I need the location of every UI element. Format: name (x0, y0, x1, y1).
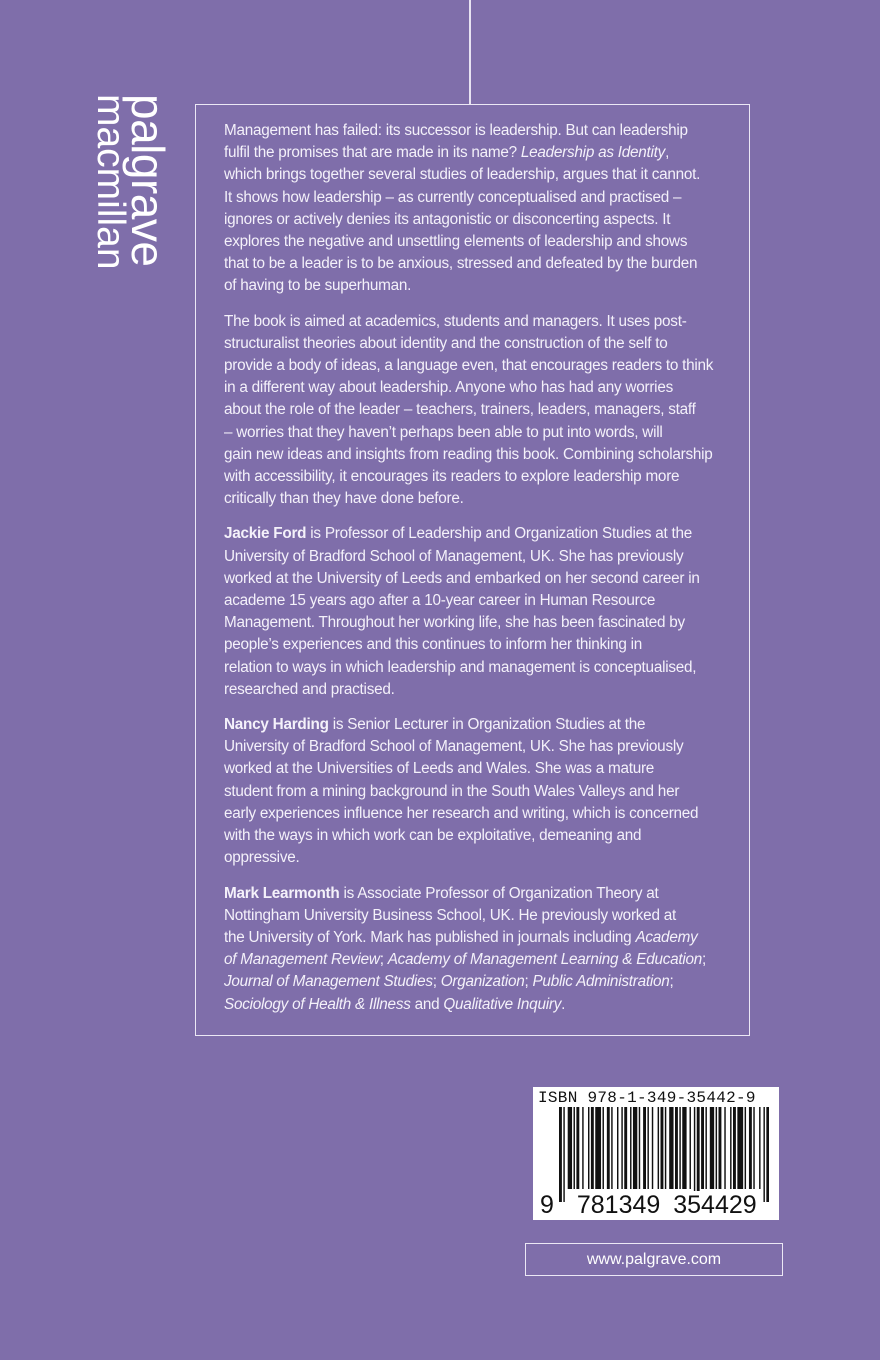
barcode-bar (690, 1107, 691, 1189)
barcode-bar (588, 1107, 589, 1189)
text-line (224, 488, 713, 510)
barcode-bar (595, 1107, 601, 1189)
barcode-bar (559, 1107, 562, 1202)
italic-title: Public Administration (532, 973, 670, 991)
logo-macmillan: macmillan (89, 94, 132, 270)
barcode-digits-group1: 781349 (576, 1191, 661, 1219)
text-line (224, 679, 713, 701)
text-segment: which brings together several studies of leadership, argues that it cannot. (224, 166, 701, 184)
text-segment: with the ways in which work can be exploitative, demeaning and (224, 827, 642, 845)
barcode-bar (694, 1107, 695, 1202)
text-line (224, 612, 713, 634)
text-line (224, 311, 713, 333)
italic-title: Organization (440, 973, 525, 991)
text-line (224, 523, 713, 545)
barcode-bar (745, 1107, 746, 1189)
barcode-bar (643, 1107, 646, 1189)
barcode-bar (652, 1107, 653, 1189)
text-segment: ; (524, 973, 533, 991)
text-segment: people’s experiences and this continues to inform her thinking in (224, 636, 642, 654)
text-segment: Nottingham University Business School, UK. He previously worked at (224, 906, 676, 924)
blurb-text (224, 120, 713, 1029)
barcode-bar (603, 1107, 604, 1189)
text-segment: Management has failed: its successor is leadership. But can leadership (224, 122, 688, 139)
barcode-bar (591, 1107, 594, 1189)
text-line (224, 209, 713, 231)
text-segment: the University of York. Mark has published in journals including (224, 928, 636, 946)
italic-title: Academy (635, 928, 698, 946)
paragraph (224, 523, 713, 701)
barcode-bar (576, 1107, 579, 1189)
barcode-bar (621, 1107, 622, 1189)
barcode-bar (697, 1107, 700, 1202)
barcode-bar (563, 1107, 564, 1202)
barcode-digits-group2: 354429 (673, 1191, 757, 1219)
text-line (224, 253, 713, 275)
text-segment: – worries that they haven’t perhaps been able to put into words, will (224, 423, 663, 441)
text-segment: ; (702, 951, 707, 969)
barcode-bar (658, 1107, 659, 1189)
barcode-bar (705, 1107, 706, 1189)
italic-title: Journal of Management Studies (224, 973, 433, 991)
paragraph (224, 311, 713, 511)
text-line (224, 568, 713, 590)
barcode-bar (753, 1107, 754, 1189)
text-line (224, 971, 713, 993)
barcode-bar (716, 1107, 717, 1189)
text-line (224, 466, 713, 488)
text-segment: in a different way about leadership. Anyone who has had any worries (224, 379, 673, 397)
barcode-bar (633, 1107, 637, 1189)
isbn-barcode (533, 1087, 779, 1220)
text-segment: The book is aimed at academics, students and managers. It uses post- (224, 312, 687, 330)
text-line (224, 231, 713, 253)
text-segment: academe 15 years ago after a 10-year career in Human Resource (224, 592, 656, 610)
barcode-bar (568, 1107, 572, 1189)
website-link[interactable]: www.palgrave.com (525, 1243, 783, 1276)
barcode-bar (719, 1107, 722, 1189)
text-line (224, 333, 713, 355)
barcode-bar (679, 1107, 680, 1189)
text-segment: University of Bradford School of Management, UK. She has previously (224, 738, 684, 756)
text-segment: explores the negative and unsettling elements of leadership and shows (224, 233, 688, 251)
barcode-bar (617, 1107, 618, 1189)
italic-title: Leadership as Identity (520, 144, 666, 162)
text-line (224, 905, 713, 927)
barcode-bar (675, 1107, 678, 1189)
text-line (224, 590, 713, 612)
text-line (224, 399, 713, 421)
text-segment: student from a mining background in the South Wales Valleys and her (224, 782, 680, 800)
paragraph (224, 120, 713, 298)
logo-palgrave: palgrave (122, 94, 174, 267)
barcode-bar (611, 1107, 612, 1189)
barcode-bar (661, 1107, 664, 1189)
barcode-bar (763, 1107, 764, 1202)
text-segment: ; (669, 973, 674, 991)
barcode-bar (730, 1107, 731, 1189)
italic-title: Sociology of Health & Illness (224, 995, 411, 1013)
text-segment: is Professor of Leadership and Organization Studies at the (306, 525, 693, 543)
barcode-bar (737, 1107, 743, 1189)
text-line (224, 883, 713, 905)
text-segment: oppressive. (224, 849, 300, 867)
text-line (224, 546, 713, 568)
text-segment: is Senior Lecturer in Organization Studies at the (328, 716, 646, 734)
palgrave-macmillan-logo (89, 94, 174, 270)
italic-title: Academy of Management Learning & Education (387, 951, 703, 969)
text-line (224, 803, 713, 825)
author-name: Jackie Ford (224, 525, 307, 543)
paragraph (224, 883, 713, 1016)
barcode-bar (665, 1107, 666, 1189)
barcode-bar (669, 1107, 673, 1189)
text-segment: ignores or actively denies its antagonistic or disconcerting aspects. It (224, 210, 671, 228)
text-segment: provide a body of ideas, a language even, that encourages readers to think (224, 357, 714, 375)
barcode-bar (733, 1107, 736, 1189)
text-line (224, 120, 713, 142)
text-line (224, 736, 713, 758)
text-segment: . (561, 995, 566, 1013)
text-line (224, 355, 713, 377)
barcode-digits (539, 1191, 758, 1220)
text-line (224, 949, 713, 971)
barcode-bar (582, 1107, 583, 1189)
text-line (224, 714, 713, 736)
text-segment: that to be a leader is to be anxious, stressed and defeated by the burden (224, 255, 698, 273)
barcode-bar (630, 1107, 631, 1189)
text-segment: ; (379, 951, 388, 969)
text-line (224, 422, 713, 444)
spine-divider-line (469, 0, 471, 104)
text-segment: , (665, 144, 670, 162)
text-line (224, 781, 713, 803)
text-segment: researched and practised. (224, 680, 395, 698)
author-name: Nancy Harding (224, 716, 329, 734)
text-segment: worked at the Universities of Leeds and Wales. She was a mature (224, 760, 655, 778)
text-line (224, 758, 713, 780)
text-segment: structuralist theories about identity and the construction of the self to (224, 334, 668, 352)
text-segment: fulfil the promises that are made in its name? (224, 144, 521, 162)
text-segment: gain new ideas and insights from reading this book. Combining scholarship (224, 445, 713, 463)
text-segment: University of Bradford School of Management, UK. She has previously (224, 547, 684, 565)
text-line (224, 142, 713, 164)
barcode-bar (749, 1107, 752, 1189)
text-segment: critically than they have done before. (224, 490, 464, 508)
text-line (224, 994, 713, 1016)
text-segment: and (410, 995, 444, 1013)
text-segment: early experiences influence her research and writing, which is concerned (224, 804, 699, 822)
text-line (224, 825, 713, 847)
barcode-bar (724, 1107, 725, 1189)
barcode-bar (759, 1107, 760, 1189)
text-segment: Management. Throughout her working life, she has been fascinated by (224, 614, 685, 632)
text-segment: worked at the University of Leeds and embarked on her second career in (224, 569, 700, 587)
text-segment: with accessibility, it encourages its readers to explore leadership more (224, 468, 680, 486)
barcode-bar (710, 1107, 714, 1189)
barcode-bar (624, 1107, 627, 1189)
barcode-bar (682, 1107, 686, 1189)
barcode-bar (639, 1107, 640, 1189)
isbn-label: ISBN 978-1-349-35442-9 (538, 1089, 756, 1107)
text-segment: about the role of the leader – teachers, trainers, leaders, managers, staff (224, 401, 696, 419)
barcode-digit-lead: 9 (540, 1191, 554, 1219)
paragraph (224, 714, 713, 869)
barcode-bar (647, 1107, 648, 1189)
text-line (224, 847, 713, 869)
text-segment: is Associate Professor of Organization Theory at (339, 884, 659, 902)
text-line (224, 187, 713, 209)
text-line (224, 634, 713, 656)
barcode-bars (559, 1107, 769, 1202)
text-line (224, 164, 713, 186)
barcode-bar (701, 1107, 704, 1189)
italic-title: Qualitative Inquiry (443, 995, 562, 1013)
text-segment: ; (432, 973, 441, 991)
text-segment: It shows how leadership – as currently conceptualised and practised – (224, 188, 682, 206)
text-segment: of having to be superhuman. (224, 277, 412, 295)
text-line (224, 377, 713, 399)
italic-title: of Management Review (224, 951, 380, 969)
barcode-bar (607, 1107, 610, 1189)
author-name: Mark Learmonth (224, 884, 340, 902)
barcode-bar (766, 1107, 769, 1202)
text-line (224, 444, 713, 466)
text-line (224, 275, 713, 297)
text-line (224, 657, 713, 679)
text-line (224, 927, 713, 949)
barcode-bar (574, 1107, 575, 1189)
text-segment: relation to ways in which leadership and management is conceptualised, (224, 658, 697, 676)
